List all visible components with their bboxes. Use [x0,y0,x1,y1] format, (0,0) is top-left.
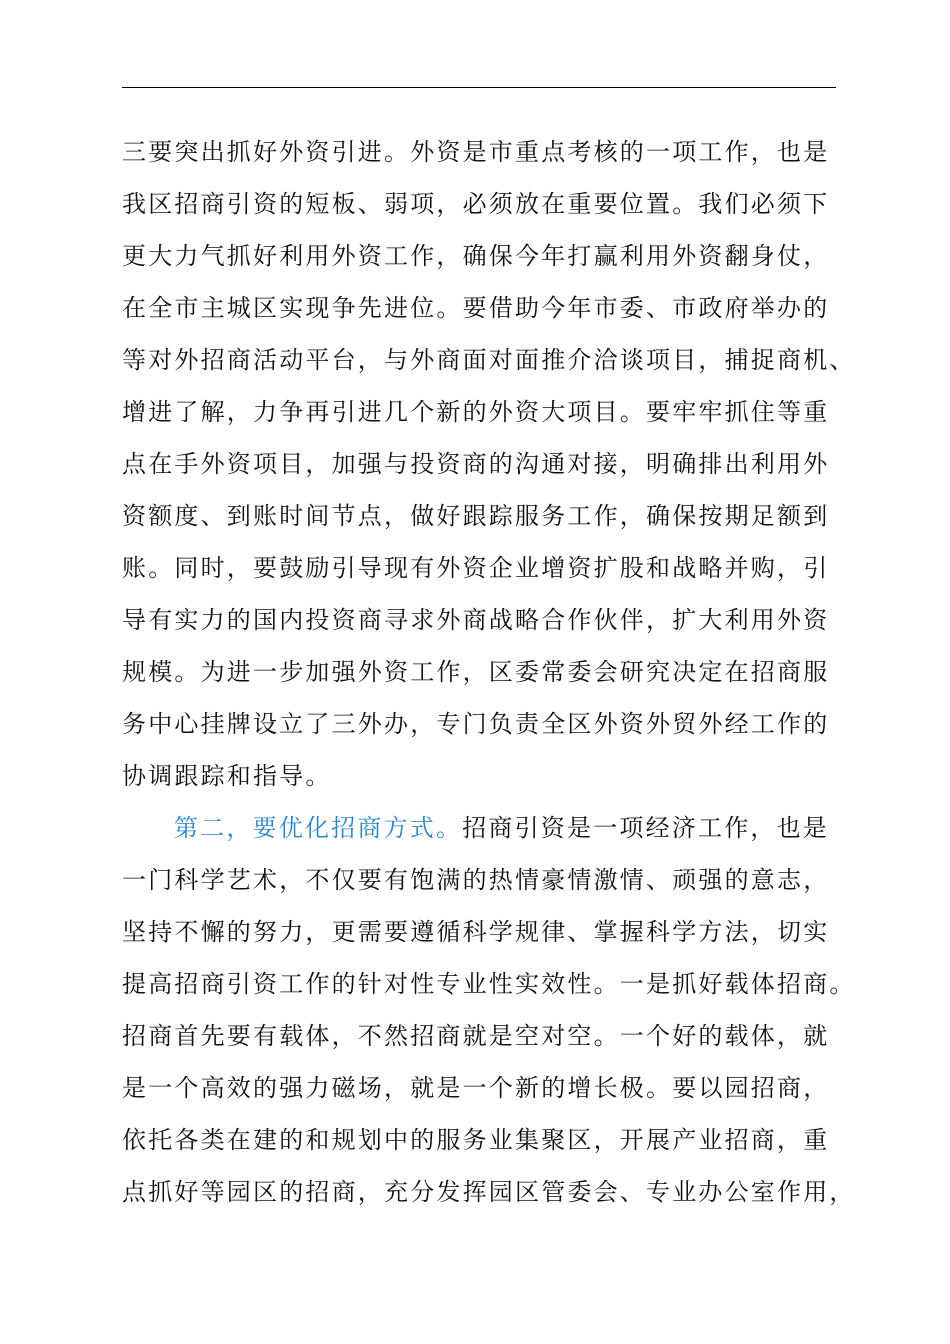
text-line: 在全市主城区实现争先进位。要借助今年市委、市政府举办的 [122,294,830,322]
text-line-first [174,802,874,854]
text-line: 导有实力的国内投资商寻求外商战略合作伙伴，扩大利用外资 [122,606,830,634]
header-rule [122,87,836,88]
text-line: 更大力气抓好利用外资工作，确保今年打赢利用外资翻身仗， [122,242,830,270]
text-line: 依托各类在建的和规划中的服务业集聚区，开展产业招商，重 [122,1126,830,1154]
text-line: 协调跟踪和指导。 [122,762,332,790]
text-line: 账。同时，要鼓励引导现有外资企业增资扩股和战略并购，引 [122,554,830,582]
text-line: 提高招商引资工作的针对性专业性实效性。一是抓好载体招商。 [122,970,856,998]
text-line: 增进了解，力争再引进几个新的外资大项目。要牢牢抓住等重 [122,398,830,426]
heading-continuation: 招商引资是一项经济工作，也是 [462,814,830,842]
text-line: 坚持不懈的努力，更需要遵循科学规律、掌握科学方法，切实 [122,918,830,946]
text-line: 点抓好等园区的招商，充分发挥园区管委会、专业办公室作用， [122,1178,856,1206]
text-line: 我区招商引资的短板、弱项，必须放在重要位置。我们必须下 [122,190,830,218]
text-line: 是一个高效的强力磁场，就是一个新的增长极。要以园招商， [122,1074,830,1102]
text-line: 务中心挂牌设立了三外办，专门负责全区外资外贸外经工作的 [122,710,830,738]
text-line: 三要突出抓好外资引进。外资是市重点考核的一项工作，也是 [122,138,830,166]
text-line: 招商首先要有载体，不然招商就是空对空。一个好的载体，就 [122,1022,830,1050]
text-line: 一门科学艺术，不仅要有饱满的热情豪情激情、顽强的意志， [122,866,830,894]
text-line: 点在手外资项目，加强与投资商的沟通对接，明确排出利用外 [122,450,830,478]
section-heading: 第二，要优化招商方式。 [174,814,463,842]
text-line: 资额度、到账时间节点，做好跟踪服务工作，确保按期足额到 [122,502,830,530]
text-line: 规模。为进一步加强外资工作，区委常委会研究决定在招商服 [122,658,830,686]
text-line: 等对外招商活动平台，与外商面对面推介洽谈项目，捕捉商机、 [122,346,856,374]
